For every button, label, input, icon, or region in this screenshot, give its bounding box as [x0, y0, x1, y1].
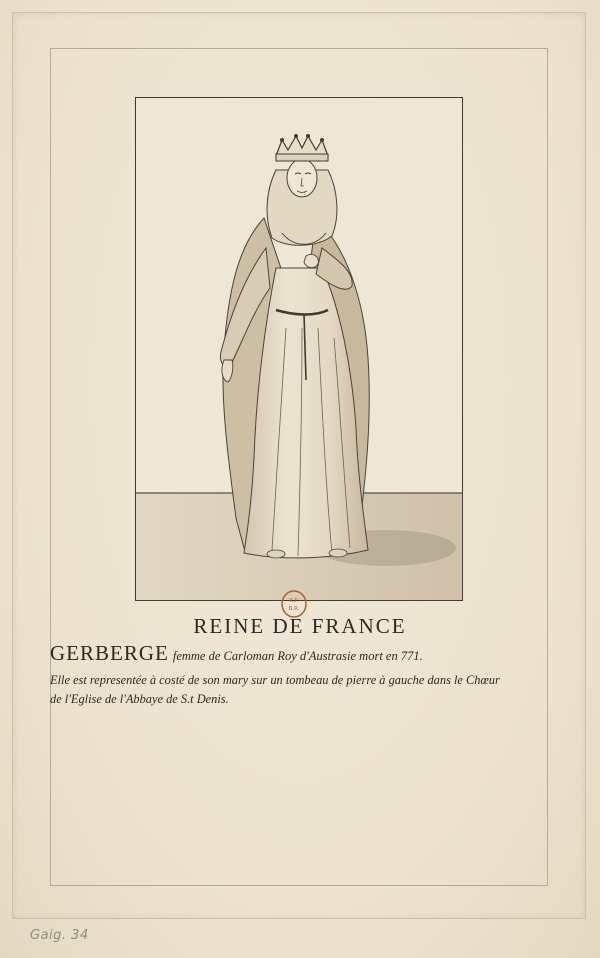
caption-line-2: de l'Eglise de l'Abbaye de S.t Denis. — [50, 692, 229, 706]
queen-figure-drawing — [136, 98, 462, 600]
svg-text:R.F.: R.F. — [289, 598, 299, 604]
engraving-picture — [135, 97, 463, 601]
subject-name: GERBERGE — [50, 641, 169, 665]
plate-heading: REINE DE FRANCE — [193, 614, 407, 638]
caption-line-1: Elle est representée à costé de son mary sur un tombeau de pierre à gauche dans le Chœur — [50, 673, 500, 687]
svg-text:B.R.: B.R. — [288, 606, 300, 612]
subject-subtitle: femme de Carloman Roy d'Austrasie mort en 771. — [172, 649, 423, 663]
pencil-note: Gaig. 34 — [30, 928, 89, 943]
caption-text — [50, 671, 570, 709]
title-line — [50, 641, 570, 666]
